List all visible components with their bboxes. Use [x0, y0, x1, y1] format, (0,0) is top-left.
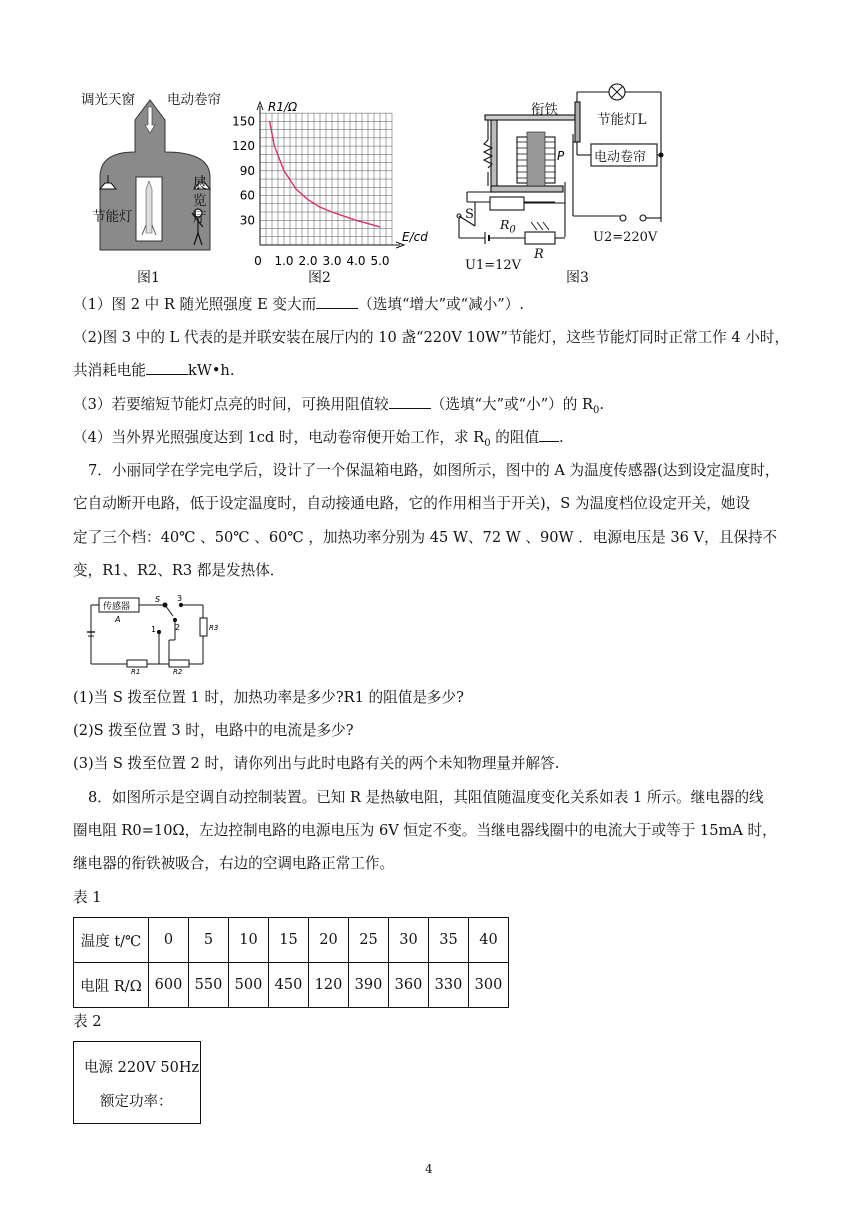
label-u1: U1=12V	[465, 258, 522, 273]
label-lamp-l: 节能灯L	[597, 112, 647, 128]
table1-title: 表 1	[73, 889, 102, 906]
q6-sub2-line1: （2)图 3 中的 L 代表的是并联安装在展厅内的 10 盏“220V 10W”节能灯，这些节能灯同时正常工作 4 小时，	[73, 329, 790, 346]
table-cell: 360	[389, 963, 429, 1008]
x-tick-label: 1.0	[274, 254, 294, 268]
x-tick-label: 5.0	[370, 254, 390, 268]
q6-sub3: （3）若要缩短节能灯点亮的时间，可换用阻值较 （选填“大”或“小”）的 $R_0$.	[73, 396, 605, 416]
y-tick-label: 60	[239, 188, 255, 203]
caption-fig1: 图1	[137, 270, 160, 286]
q7-sub3: (3)当 S 拨至位置 2 时，请你列出与此时电路有关的两个未知物理量并解答.	[73, 755, 560, 772]
table-row	[74, 963, 509, 1008]
rocket-icon	[146, 181, 152, 233]
q7-line2: 它自动断开电路，低于设定温度时，自动接通电路，它的作用相当于开关)，S 为温度档位设定开关，她设	[73, 495, 751, 512]
q6-blank-1[interactable]	[316, 294, 358, 309]
x-tick-label: 2.0	[298, 254, 318, 268]
q7-circuit	[85, 592, 225, 674]
y-tick-label: 150	[232, 114, 255, 129]
table-cell-label: 电阻 R/Ω	[74, 963, 149, 1008]
q7-fig-a: A	[115, 615, 121, 624]
figure-2-chart	[228, 98, 443, 273]
q7-sub1: (1)当 S 拨至位置 1 时，加热功率是多少?R1 的阻值是多少?	[73, 689, 464, 706]
table-cell: 15	[269, 918, 309, 963]
table-cell: 390	[349, 963, 389, 1008]
table-cell: 35	[429, 918, 469, 963]
table-cell: 600	[149, 963, 189, 1008]
table-cell: 25	[349, 918, 389, 963]
table2-title: 表 2	[73, 1013, 102, 1030]
q7-line1: 7．小丽同学在学完电学后，设计了一个保温箱电路，如图所示，图中的 A 为温度传感器(达到设定温度时，	[88, 462, 780, 479]
q7-line3: 定了三个档：40℃ 、50℃ 、60℃ ，加热功率分别为 45 W、72 W 、90W ．电源电压是 36 V，且保持不	[73, 529, 778, 546]
label-lamp: 节能灯	[92, 209, 133, 225]
q8-line2: 圈电阻 R0=10Ω，左边控制电路的电源电压为 6V 恒定不变。当继电器线圈中的电流大于或等于 15mA 时，	[73, 822, 777, 839]
label-skylight: 调光天窗	[81, 92, 135, 108]
table-cell: 40	[469, 918, 509, 963]
label-p: P	[557, 149, 565, 163]
x-tick-label: 3.0	[322, 254, 342, 268]
table-cell-label: 温度 t/℃	[74, 918, 149, 963]
table-cell: 120	[309, 963, 349, 1008]
label-blind: 电动卷帘	[167, 92, 221, 108]
table-2	[73, 1041, 201, 1124]
table-cell: 30	[389, 918, 429, 963]
x-tick-label: 0	[254, 254, 262, 268]
caption-fig2: 图2	[308, 270, 331, 286]
table-cell: 450	[269, 963, 309, 1008]
q7-fig-r2: R2	[173, 668, 183, 674]
q7-fig-1: 1	[151, 625, 157, 634]
table-cell: 330	[429, 963, 469, 1008]
q6-sub2-line2: 共消耗电能 kW•h.	[73, 362, 235, 379]
table-cell: 10	[229, 918, 269, 963]
q7-sub2: (2)S 拨至位置 3 时，电路中的电流是多少?	[73, 722, 354, 739]
q6-blank-4[interactable]	[539, 427, 559, 442]
q7-fig-2: 2	[175, 623, 181, 632]
table-cell: 550	[189, 963, 229, 1008]
table-cell: 5	[189, 918, 229, 963]
q6-blank-3[interactable]	[389, 394, 431, 409]
figure-1	[80, 85, 240, 285]
q8-line1: 8．如图所示是空调自动控制装置。已知 R 是热敏电阻，其阻值随温度变化关系如表 1 所示。继电器的线	[88, 789, 764, 806]
label-s: S	[465, 207, 474, 222]
label-r: R	[534, 247, 544, 262]
label-u2: U2=220V	[593, 230, 658, 245]
y-tick-label: 30	[239, 213, 255, 228]
table-cell: 500	[229, 963, 269, 1008]
q6-blank-2[interactable]	[146, 360, 188, 375]
q7-fig-s: S	[155, 595, 161, 604]
table2-rated-power: 额定功率：	[100, 1094, 173, 1110]
table-row	[74, 918, 509, 963]
label-blind-3: 电动卷帘	[594, 150, 647, 165]
table-cell: 300	[469, 963, 509, 1008]
chart-ylabel: R1/Ω	[268, 100, 298, 114]
q7-line4: 变，R1、R2、R3 都是发热体．	[73, 562, 285, 579]
label-armature: 衔铁	[531, 102, 558, 118]
q7-fig-r1: R1	[131, 668, 141, 674]
caption-fig3: 图3	[566, 270, 589, 286]
q8-line3: 继电器的衔铁被吸合，右边的空调电路正常工作。	[73, 855, 395, 872]
q7-fig-r3: R3	[209, 624, 219, 632]
chart-xlabel: E/cd	[402, 230, 428, 244]
table2-power-source: 电源 220V 50Hz	[84, 1060, 200, 1076]
x-tick-label: 4.0	[346, 254, 366, 268]
q6-sub1: （1）图 2 中 R 随光照强度 E 变大而 （选填“增大”或“减小”）.	[73, 296, 524, 313]
table-cell: 20	[309, 918, 349, 963]
label-hall-3: 厅	[193, 210, 207, 226]
resistance-curve	[270, 121, 380, 226]
label-hall-1: 展	[193, 176, 207, 192]
q6-sub4: （4）当外界光照强度达到 1cd 时，电动卷帘便开始工作，求 $R_0$ 的阻值 .	[73, 429, 564, 449]
label-r0: $R_0$	[500, 217, 516, 236]
q7-fig-sensor: 传感器	[103, 602, 131, 612]
y-tick-label: 90	[239, 163, 255, 178]
y-tick-label: 120	[232, 139, 255, 154]
page-number: 4	[425, 1162, 433, 1176]
table-1	[73, 917, 509, 1008]
table-cell: 0	[149, 918, 189, 963]
q7-fig-3: 3	[177, 594, 183, 603]
label-hall-2: 览	[193, 193, 207, 209]
